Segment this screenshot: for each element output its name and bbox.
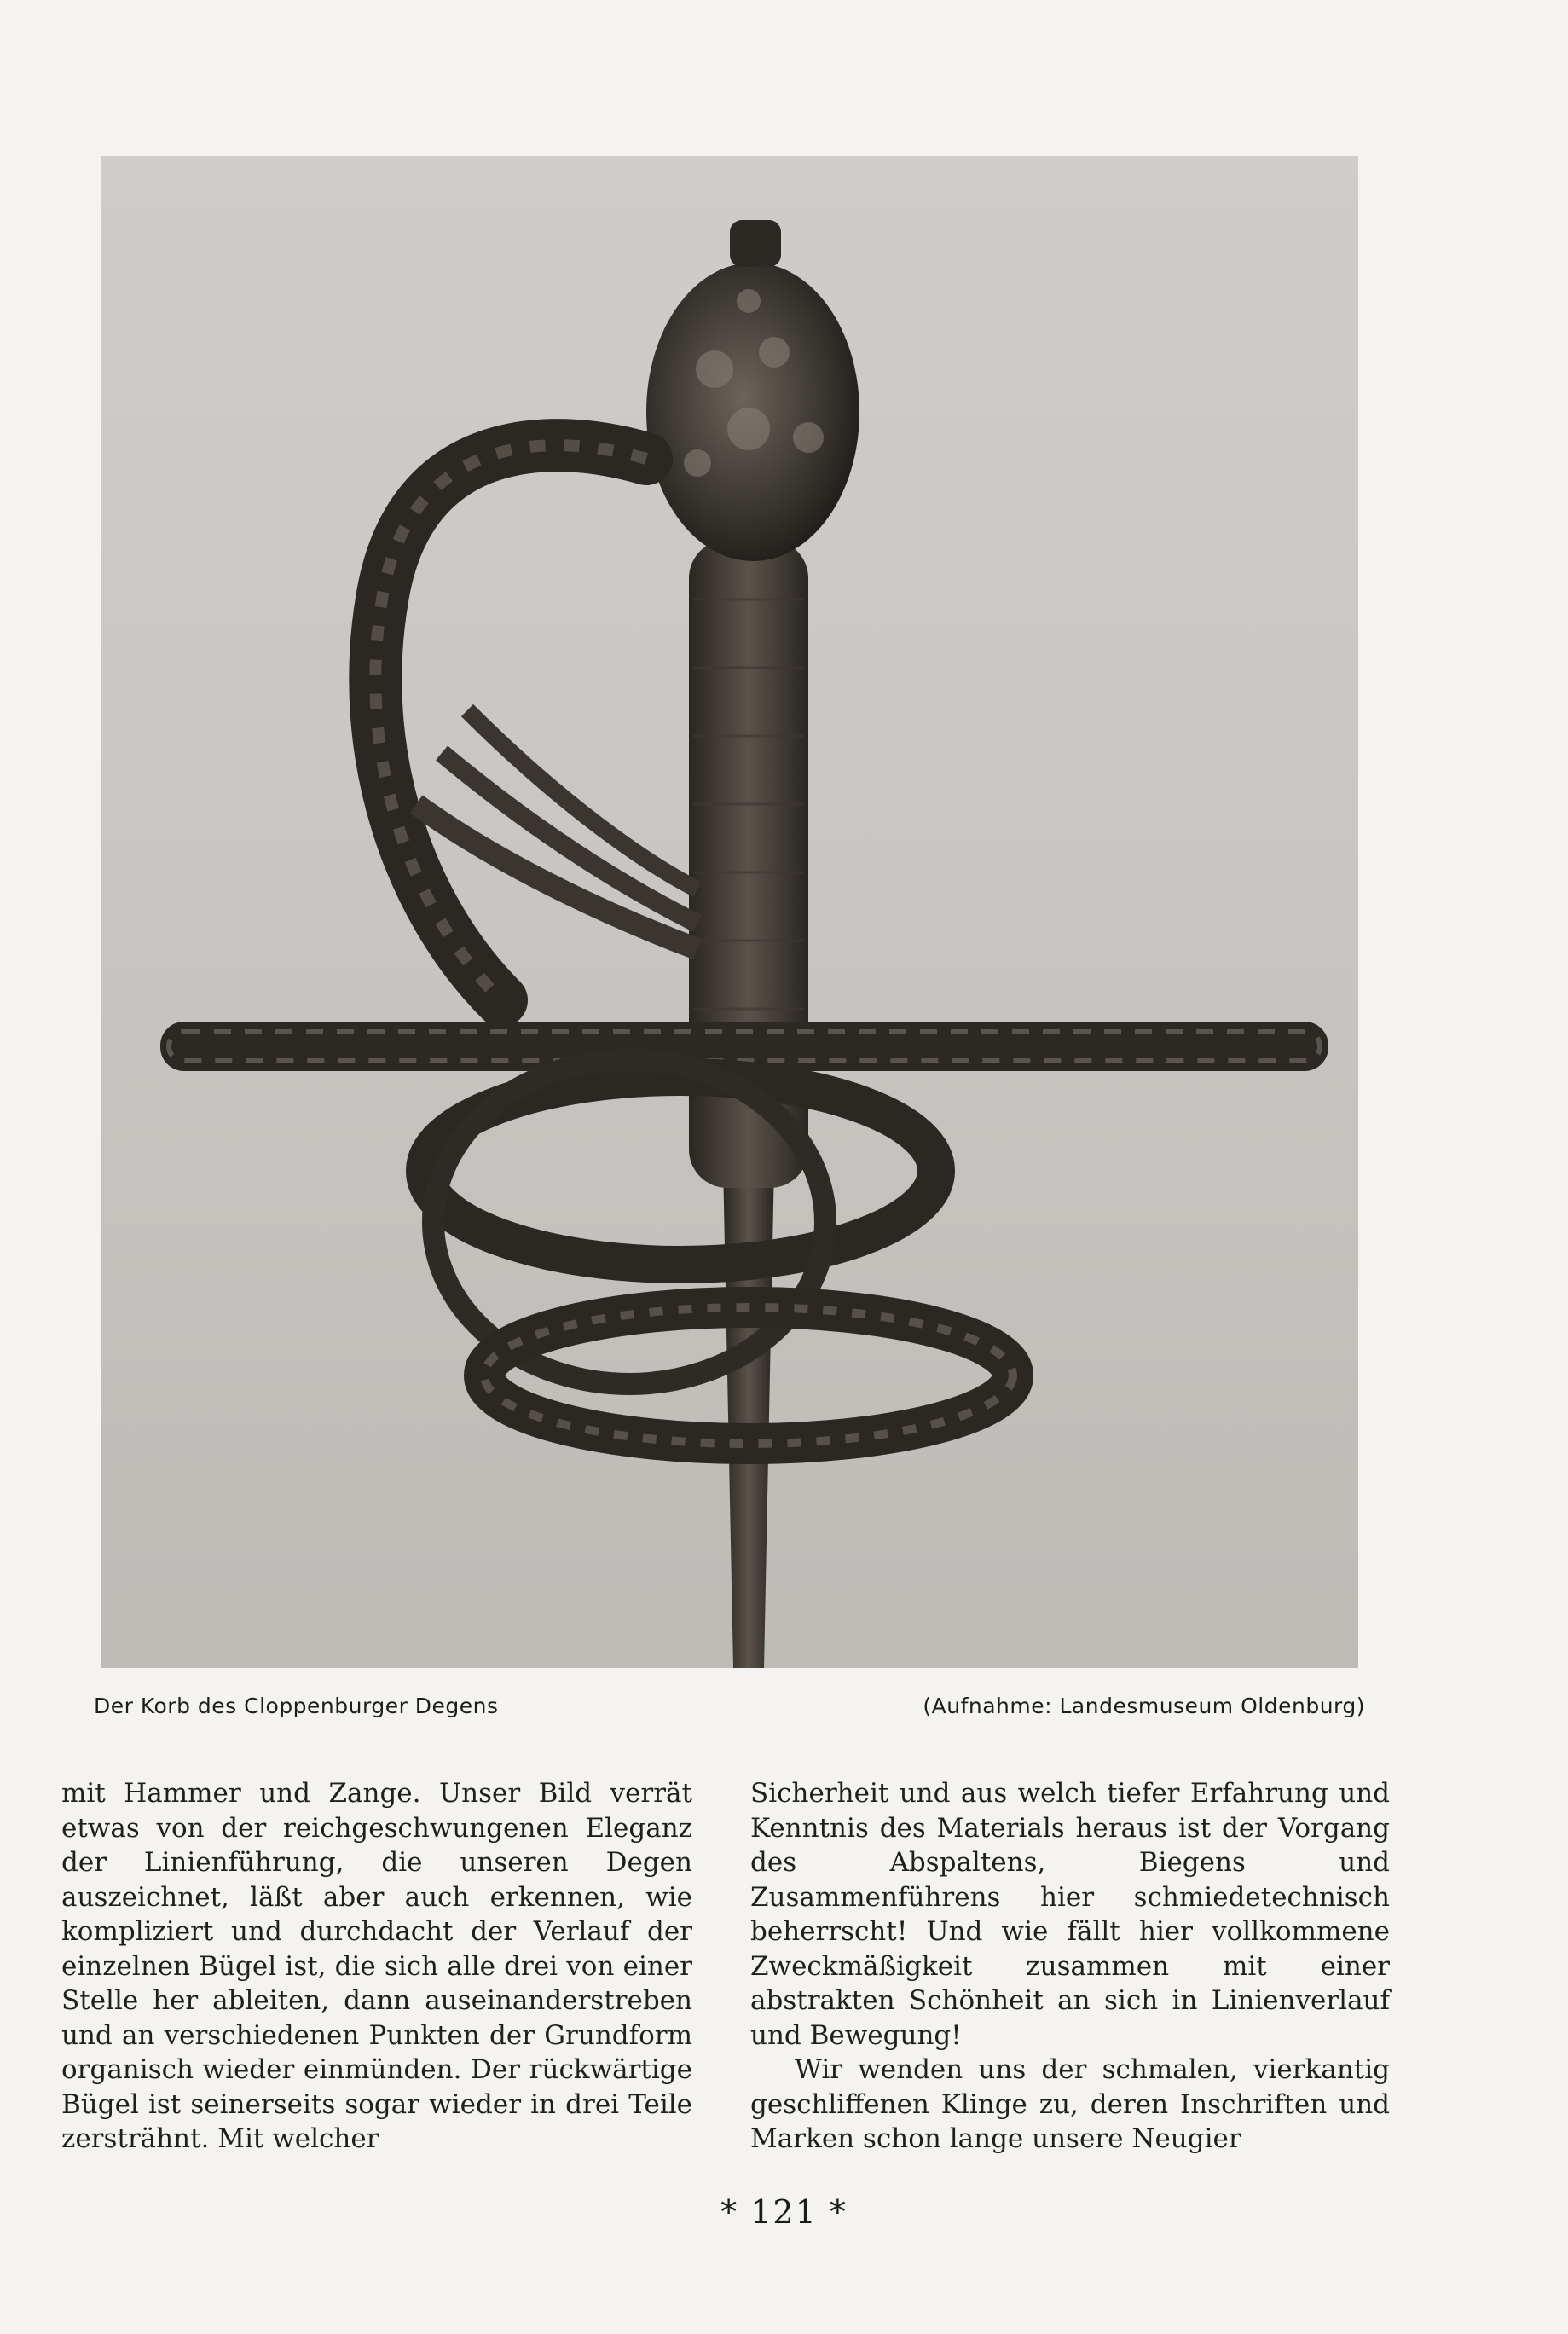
paragraph: Wir wenden uns der schmalen, vierkantig geschliffenen Klinge zu, deren Inschriften und Marken schon lange unsere Neugier bbox=[750, 2054, 1390, 2154]
blade bbox=[723, 1162, 774, 1668]
paragraph: Sicherheit und aus welch tiefer Erfahrung und Kenntnis des Materials heraus ist der Vorgang des Abspaltens, Biegens und Zusammenführens hier schmiedetechnisch beherrscht! Und wie fällt hier vollkommene Zweckmäßigkeit zusammen mit einer abstrakten Schönheit an sich in Linienverlauf und Bewegung! bbox=[750, 1778, 1390, 2051]
photo-credit: (Aufnahme: Landesmuseum Oldenburg) bbox=[923, 1694, 1365, 1718]
sword-hilt-illustration bbox=[101, 156, 1358, 1668]
sword-photo bbox=[101, 156, 1358, 1668]
photo-caption: Der Korb des Cloppenburger Degens bbox=[94, 1694, 499, 1718]
text-column-left bbox=[61, 1776, 692, 2157]
text-column-right bbox=[750, 1776, 1390, 2157]
page-number: * 121 * bbox=[720, 2193, 848, 2231]
paragraph: mit Hammer und Zange. Unser Bild verrät etwas von der reichgeschwungenen Eleganz der Linienführung, die unseren Degen auszeichnet, läßt aber auch erkennen, wie kompliziert und durchdacht der Verlauf der einzelnen Bügel ist, die sich alle drei von einer Stelle her ableiten, dann auseinanderstreben und an verschiedenen Punkten der Grundform organisch wieder einmünden. Der rückwärtige Bügel ist seinerseits sogar wieder in drei Teile zersträhnt. Mit welcher bbox=[61, 1778, 692, 2154]
